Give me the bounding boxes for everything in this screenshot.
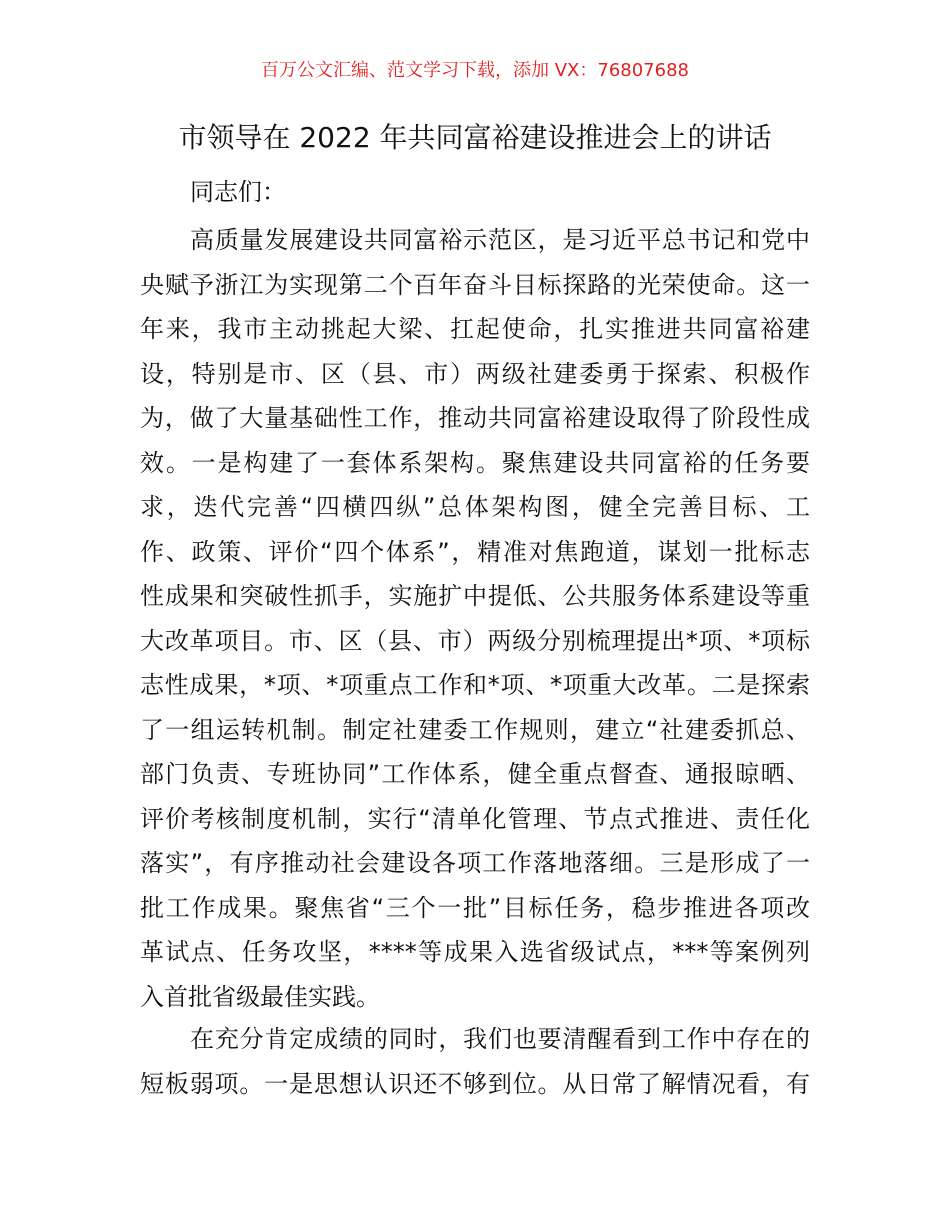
text-line: 设，特别是市、区（县、市）两级社建委勇于探索、积极作 <box>140 359 810 388</box>
text-line: 入首批省级最佳实践。 <box>140 982 380 1011</box>
text-line: 年来，我市主动挑起大梁、扛起使命，扎实推进共同富裕建 <box>140 315 810 343</box>
paragraph-2 <box>140 1017 810 1106</box>
text-line: 性成果和突破性抓手，实施扩中提低、公共服务体系建设等重 <box>140 582 810 610</box>
watermark-header-note: 百万公文汇编、范文学习下载，添加 VX：76807688 <box>261 60 689 81</box>
text-line: 部门负责、专班协同”工作体系，健全重点督查、通报晾晒、 <box>140 760 810 788</box>
text-line: 效。一是构建了一套体系架构。聚焦建设共同富裕的任务要 <box>140 448 810 477</box>
text-line: 大改革项目。市、区（县、市）两级分别梳理提出*项、*项标 <box>140 626 810 655</box>
text-line: 求，迭代完善“四横四纵”总体架构图，健全完善目标、工 <box>140 493 810 521</box>
text-line: 为，做了大量基础性工作，推动共同富裕建设取得了阶段性成 <box>140 404 810 432</box>
text-line: 央赋予浙江为实现第二个百年奋斗目标探路的光荣使命。这一 <box>140 270 810 299</box>
text-line: 志性成果，*项、*项重点工作和*项、*项重大改革。二是探索 <box>140 671 810 699</box>
document-title: 市领导在 2022 年共同富裕建设推进会上的讲话 <box>178 121 772 154</box>
text-line: 评价考核制度机制，实行“清单化管理、节点式推进、责任化 <box>140 804 810 833</box>
paragraph-1 <box>140 218 810 1019</box>
text-line: 了一组运转机制。制定社建委工作规则，建立“社建委抓总、 <box>140 715 810 744</box>
text-line: 在充分肯定成绩的同时，我们也要清醒看到工作中存在的 <box>190 1025 810 1053</box>
text-line: 批工作成果。聚焦省“三个一批”目标任务，稳步推进各项改 <box>140 893 810 922</box>
salutation: 同志们： <box>190 178 286 206</box>
text-line: 作、政策、评价“四个体系”，精准对焦跑道，谋划一批标志 <box>140 537 810 566</box>
text-line: 短板弱项。一是思想认识还不够到位。从日常了解情况看，有 <box>140 1069 810 1098</box>
text-line: 高质量发展建设共同富裕示范区，是习近平总书记和党中 <box>190 226 810 254</box>
text-line: 落实”，有序推动社会建设各项工作落地落细。三是形成了一 <box>140 849 810 877</box>
text-line: 革试点、任务攻坚，****等成果入选省级试点，***等案例列 <box>140 938 810 966</box>
